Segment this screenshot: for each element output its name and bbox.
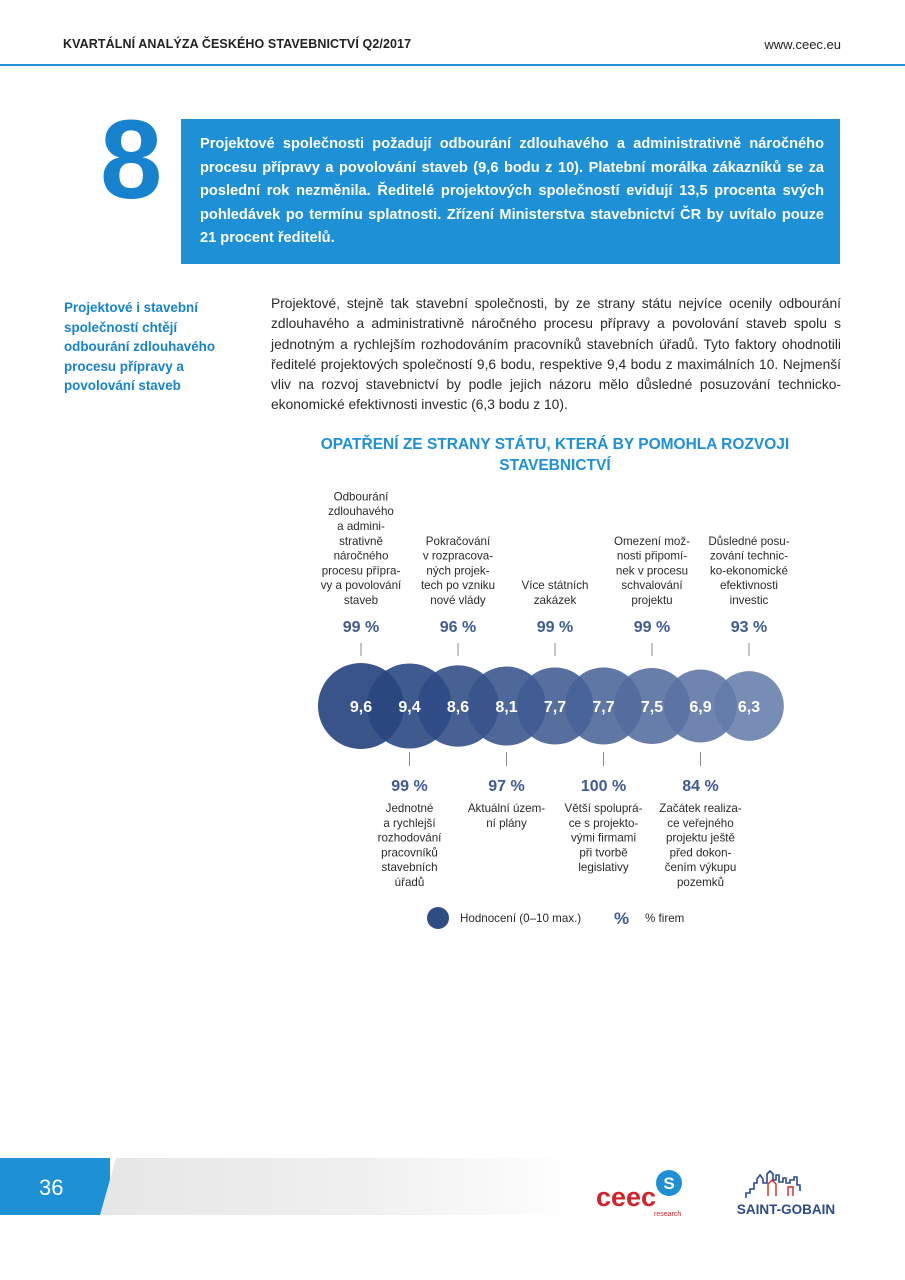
- measure-label: Aktuální územ-: [467, 802, 546, 815]
- measure-label: tech po vzniku: [420, 579, 496, 593]
- rating-label: 9,4: [398, 699, 421, 716]
- rating-label: 8,6: [446, 699, 470, 716]
- measure-label: nosti připomí-: [616, 549, 688, 563]
- measure-label: pracovníků: [381, 846, 438, 860]
- percent-label: 99 %: [536, 619, 574, 636]
- measure-label: zování technic-: [710, 549, 788, 563]
- measure-label: vými firmami: [570, 831, 637, 845]
- legend-bubble-icon: [427, 907, 449, 929]
- legend-percent-symbol: %: [614, 909, 630, 928]
- header-title: KVARTÁLNÍ ANALÝZA ČESKÉHO STAVEBNICTVÍ Q2/2017: [63, 37, 412, 51]
- measure-label: v rozpracova-: [422, 549, 494, 563]
- measure-label: ce s projekto-: [568, 816, 639, 830]
- measure-label: projektu: [631, 594, 673, 607]
- chart-title: OPATŘENÍ ZE STRANY STÁTU, KTERÁ BY POMOHLA ROZVOJI STAVEBNICTVÍ: [320, 436, 790, 474]
- section-number: 8: [100, 97, 163, 222]
- measure-label: Začátek realiza-: [659, 802, 742, 815]
- rating-label: 9,6: [349, 699, 373, 716]
- percent-label: 93 %: [730, 619, 768, 636]
- measure-label: strativně: [339, 534, 383, 548]
- measure-label: staveb: [343, 594, 379, 607]
- measure-label: pozemků: [676, 876, 725, 889]
- measure-label: Omezení mož-: [613, 534, 691, 548]
- ceec-logo: [596, 1168, 688, 1220]
- measure-label: a admini-: [337, 520, 385, 533]
- percent-label: 96 %: [439, 619, 477, 636]
- percent-label: 99 %: [391, 778, 428, 795]
- measure-label: Větší spoluprá-: [564, 802, 643, 815]
- ceec-logo-sub: research: [654, 1211, 682, 1218]
- measure-label: při tvorbě: [579, 846, 628, 860]
- percent-label: 99 %: [342, 619, 380, 636]
- saint-gobain-logo-text: SAINT-GOBAIN: [736, 1202, 836, 1217]
- measure-label: zdlouhavého: [328, 505, 394, 519]
- measure-label: před dokon-: [669, 846, 732, 860]
- rating-label: 7,7: [543, 699, 567, 716]
- measure-label: úřadů: [394, 876, 425, 889]
- rating-label: 8,1: [495, 699, 518, 716]
- measure-label: Odbourání: [333, 490, 389, 504]
- measure-label: investic: [729, 594, 769, 607]
- percent-label: 100 %: [580, 778, 627, 795]
- saint-gobain-logo: [728, 1166, 846, 1218]
- measure-label: stavebních: [381, 861, 438, 875]
- rating-label: 6,3: [737, 699, 761, 716]
- measure-label: projektu ještě: [666, 831, 735, 845]
- rating-label: 7,5: [640, 699, 664, 716]
- measure-label: ní plány: [486, 816, 527, 830]
- percent-label: 84 %: [682, 778, 719, 795]
- body-paragraph: Projektové, stejně tak stavební společnosti, by ze strany státu nejvíce ocenily odbourání zdlouhavého a administrativně náročného procesu přípravy a povolování staveb spolu s jednotným a rychlejším rozhodováním pracovníků stavebních úřadů. Tyto faktory ohodnotili ředitelé projektových společností 9,6 bodu, respektive 9,4 bodu z maximálních 10. Nejmenší vliv na rozvoj stavebnictví by podle jejich názoru mělo důsledné posuzování technicko-ekonomické efektivnosti investic (6,3 bodu z 10).: [271, 296, 841, 413]
- saint-gobain-skyline-icon: [746, 1171, 800, 1198]
- measure-label: efektivnosti: [720, 579, 778, 593]
- measure-label: zakázek: [533, 594, 577, 607]
- ceec-logo-mark-glyph: S: [663, 1174, 675, 1193]
- percent-label: 97 %: [488, 778, 525, 795]
- measure-label: nové vlády: [430, 594, 486, 607]
- measure-label: vy a povolování: [320, 579, 402, 593]
- measure-label: ko-ekonomické: [710, 564, 788, 578]
- measure-label: ce veřejného: [667, 816, 734, 830]
- measure-label: Pokračování: [425, 534, 491, 548]
- measure-label: a rychlejší: [383, 816, 436, 830]
- highlight-text: Projektové společnosti požadují odbourání zdlouhavého a administrativně náročného procesu přípravy a povolování staveb (9,6 bodu z 10). Platební morálka zákazníků se za poslední rok nezměnila. Ředitelé projektových společností evidují 13,5 procenta svých pohledávek po termínu splatnosti. Zřízení Ministerstva stavebnictví ČR by uvítalo pouze 21 procent ředitelů.: [200, 136, 824, 247]
- measure-label: nek v procesu: [615, 564, 689, 578]
- measure-label: procesu přípra-: [321, 564, 401, 578]
- ceec-logo-text: ceec: [596, 1182, 657, 1212]
- rating-label: 7,7: [592, 699, 615, 716]
- measure-label: rozhodování: [377, 831, 442, 845]
- rating-label: 6,9: [689, 699, 712, 716]
- measure-label: Jednotné: [385, 802, 434, 815]
- measure-label: náročného: [333, 549, 389, 563]
- header-url[interactable]: www.ceec.eu: [764, 37, 841, 52]
- legend-percent-label: % firem: [645, 912, 685, 925]
- measure-label: ných projek-: [426, 564, 490, 578]
- measure-label: Důsledné posu-: [708, 534, 790, 548]
- page-number: 36: [39, 1175, 64, 1200]
- footer-slant: [100, 1158, 580, 1215]
- measure-label: čením výkupu: [664, 861, 737, 875]
- sidebar-heading: Projektové i stavební společností chtějí odbourání zdlouhavého procesu přípravy a povolování staveb: [64, 300, 216, 393]
- percent-label: 99 %: [633, 619, 671, 636]
- measure-label: legislativy: [578, 861, 629, 875]
- measure-label: schvalování: [621, 579, 683, 593]
- legend-rating-label: Hodnocení (0–10 max.): [460, 912, 582, 925]
- measure-label: Více státních: [521, 579, 589, 593]
